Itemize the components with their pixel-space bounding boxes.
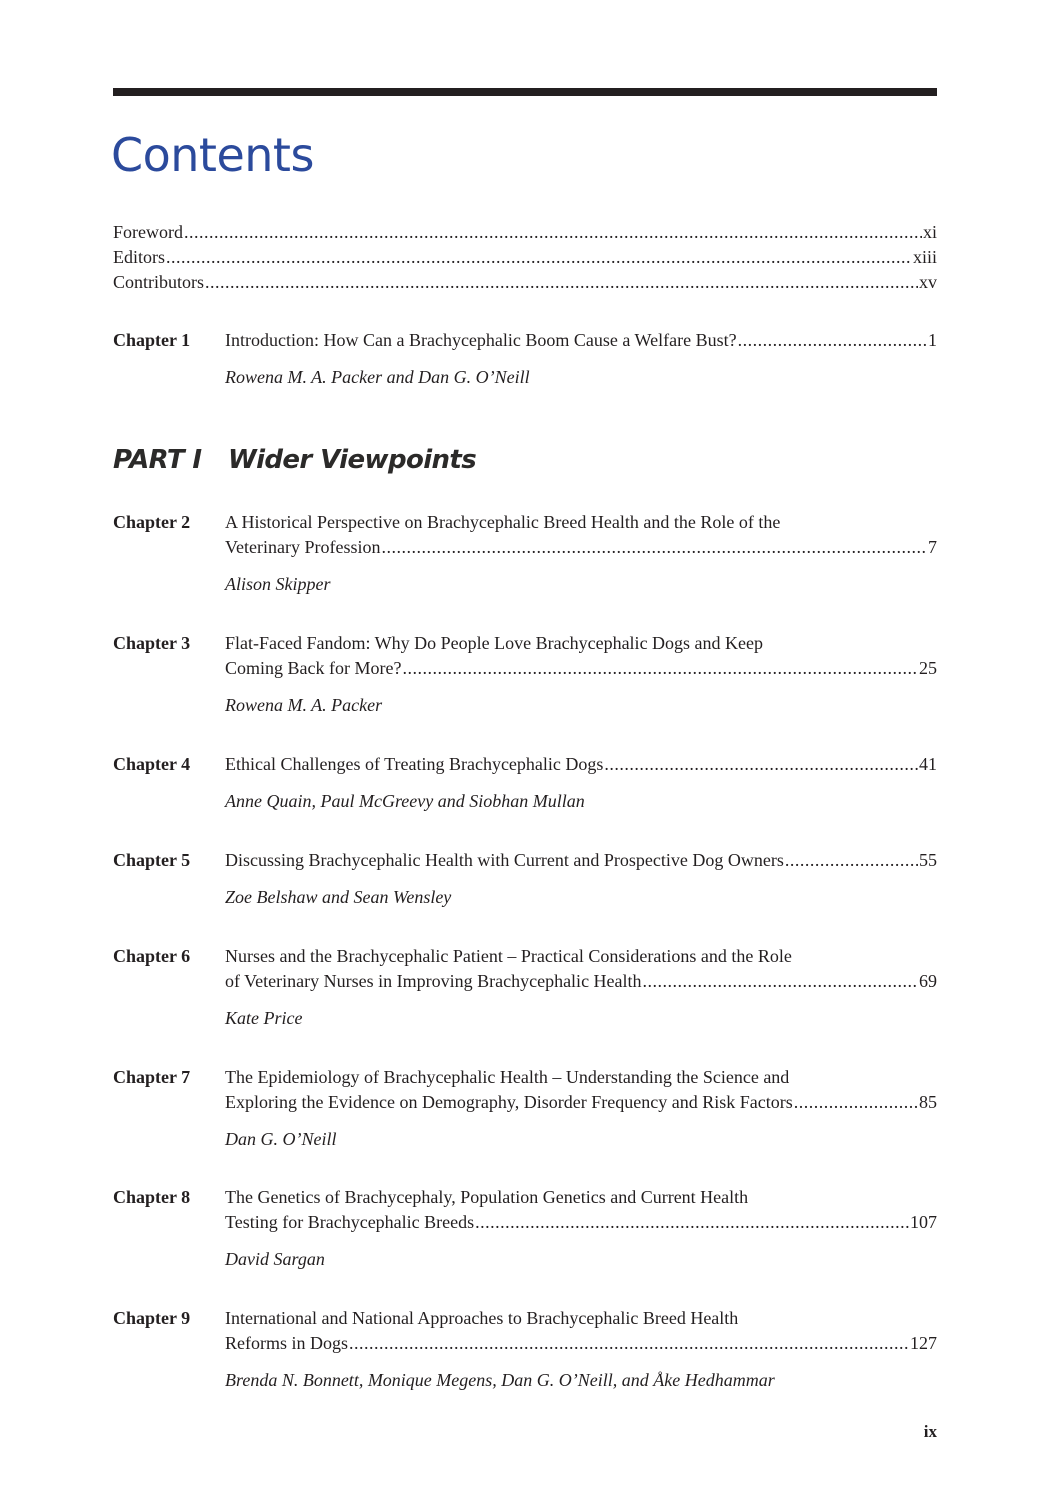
chapter-authors: Dan G. O’Neill bbox=[225, 1129, 337, 1149]
entry-title: Editors bbox=[113, 247, 165, 267]
chapter-authors: Alison Skipper bbox=[225, 574, 331, 594]
entry-page: xi bbox=[922, 222, 937, 242]
chapter-page: 85 bbox=[919, 1092, 937, 1112]
chapter-label: Chapter 3 bbox=[113, 633, 191, 653]
leader-dots bbox=[785, 848, 918, 873]
page-title: Contents bbox=[111, 128, 314, 182]
chapter-label: Chapter 4 bbox=[113, 754, 191, 774]
chapter-label: Chapter 1 bbox=[113, 330, 191, 350]
chapter-authors: Rowena M. A. Packer and Dan G. O’Neill bbox=[225, 367, 530, 387]
leader-dots bbox=[643, 969, 918, 994]
top-rule bbox=[113, 88, 937, 96]
chapter-title-line-1: Nurses and the Brachycephalic Patient – Practical Considerations and the Role bbox=[225, 946, 792, 966]
chapter-authors: Zoe Belshaw and Sean Wensley bbox=[225, 887, 452, 907]
chapter-title-line-1: International and National Approaches to Brachycephalic Breed Health bbox=[225, 1308, 739, 1328]
page-number: ix bbox=[923, 1422, 937, 1441]
chapter-title-line-1: The Epidemiology of Brachycephalic Health – Understanding the Science and bbox=[225, 1067, 790, 1087]
entry-page: xiii bbox=[912, 247, 937, 267]
chapter-page: 1 bbox=[928, 330, 937, 350]
chapter-page: 25 bbox=[919, 658, 937, 678]
leader-dots bbox=[475, 1210, 909, 1235]
chapter-title-line-2: Veterinary Profession bbox=[225, 537, 381, 557]
entry-title: Contributors bbox=[113, 272, 205, 292]
toc-entry-foreword[interactable] bbox=[113, 220, 937, 245]
entry-page: xv bbox=[919, 272, 937, 292]
leader-dots bbox=[205, 270, 918, 295]
chapter-label: Chapter 9 bbox=[113, 1308, 191, 1328]
chapter-page: 127 bbox=[910, 1333, 937, 1353]
chapter-title-line-2: Coming Back for More? bbox=[225, 658, 402, 678]
chapter-title: Introduction: How Can a Brachycephalic Boom Cause a Welfare Bust? bbox=[225, 330, 737, 350]
chapter-label: Chapter 2 bbox=[113, 512, 191, 532]
toc-entry-editors[interactable] bbox=[113, 245, 937, 270]
entry-title: Foreword bbox=[113, 222, 183, 242]
leader-dots bbox=[381, 535, 927, 560]
chapter-authors: Kate Price bbox=[225, 1008, 303, 1028]
leader-dots bbox=[166, 245, 912, 270]
chapter-label: Chapter 8 bbox=[113, 1187, 191, 1207]
chapter-label: Chapter 6 bbox=[113, 946, 191, 966]
chapter-authors: Brenda N. Bonnett, Monique Megens, Dan G. O’Neill, and Åke Hedhammar bbox=[225, 1370, 775, 1390]
chapter-label: Chapter 5 bbox=[113, 850, 191, 870]
chapter-page: 7 bbox=[928, 537, 937, 557]
front-matter-list bbox=[113, 220, 937, 295]
chapter-title-line-2: Exploring the Evidence on Demography, Disorder Frequency and Risk Factors bbox=[225, 1092, 793, 1112]
leader-dots bbox=[604, 752, 918, 777]
chapter-page: 107 bbox=[910, 1212, 937, 1232]
chapter-title-line-2: Testing for Brachycephalic Breeds bbox=[225, 1212, 475, 1232]
chapter-title-line-2: Reforms in Dogs bbox=[225, 1333, 348, 1353]
chapter-authors: Rowena M. A. Packer bbox=[225, 695, 383, 715]
leader-dots bbox=[738, 328, 927, 353]
chapter-page: 41 bbox=[919, 754, 937, 774]
chapter-title-line-1: Flat-Faced Fandom: Why Do People Love Brachycephalic Dogs and Keep bbox=[225, 633, 764, 653]
chapter-title-line-2: of Veterinary Nurses in Improving Brachycephalic Health bbox=[225, 971, 642, 991]
chapter-title: Discussing Brachycephalic Health with Current and Prospective Dog Owners bbox=[225, 850, 784, 870]
chapter-page: 69 bbox=[919, 971, 937, 991]
chapter-page: 55 bbox=[919, 850, 937, 870]
toc-entry-contributors[interactable] bbox=[113, 270, 937, 295]
part-heading bbox=[113, 444, 477, 476]
chapter-authors: Anne Quain, Paul McGreevy and Siobhan Mullan bbox=[225, 791, 585, 811]
leader-dots bbox=[402, 656, 918, 681]
chapter-authors: David Sargan bbox=[225, 1249, 325, 1269]
chapter-title: Ethical Challenges of Treating Brachycephalic Dogs bbox=[225, 754, 604, 774]
part-title: Wider Viewpoints bbox=[228, 445, 477, 475]
part-number: PART I bbox=[113, 445, 202, 475]
chapter-title-line-1: A Historical Perspective on Brachycephalic Breed Health and the Role of the bbox=[225, 512, 781, 532]
leader-dots bbox=[794, 1090, 918, 1115]
leader-dots bbox=[349, 1331, 909, 1356]
chapter-label: Chapter 7 bbox=[113, 1067, 191, 1087]
leader-dots bbox=[184, 220, 922, 245]
chapter-title-line-1: The Genetics of Brachycephaly, Population Genetics and Current Health bbox=[225, 1187, 749, 1207]
